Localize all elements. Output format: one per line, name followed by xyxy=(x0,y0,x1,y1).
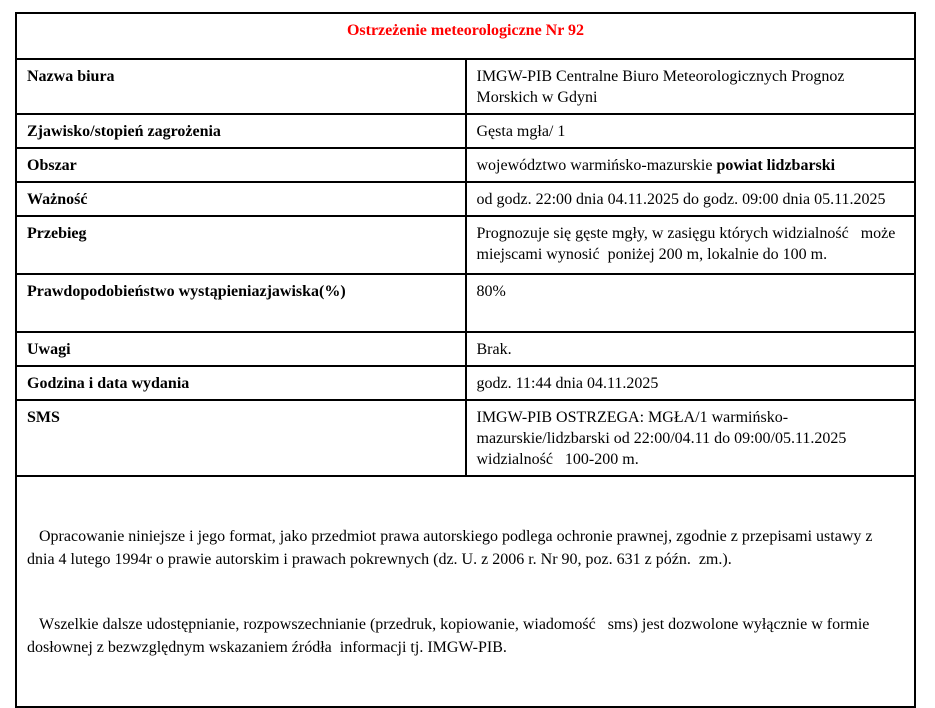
title-row xyxy=(16,13,915,59)
warning-table xyxy=(15,12,916,708)
row-label-nazwa-biura: Nazwa biura xyxy=(16,59,466,114)
row-value-sms: IMGW-PIB OSTRZEGA: MGŁA/1 warmińsko-mazurskie/lidzbarski od 22:00/04.11 do 09:00/05.11.2025 widzialność 100-200 m. xyxy=(466,400,916,476)
row-zjawisko xyxy=(16,114,915,148)
row-nazwa-biura xyxy=(16,59,915,114)
row-waznosc xyxy=(16,182,915,216)
row-value-prawdopodobienstwo: 80% xyxy=(466,274,916,332)
row-prawdopodobienstwo xyxy=(16,274,915,332)
row-label-sms: SMS xyxy=(16,400,466,476)
obszar-wojewodztwo-text: województwo warmińsko-mazurskie xyxy=(476,157,717,174)
row-value-godzina-wydania: godz. 11:44 dnia 04.11.2025 xyxy=(466,366,916,400)
footer-row xyxy=(16,476,915,707)
row-uwagi xyxy=(16,332,915,366)
row-label-godzina-wydania: Godzina i data wydania xyxy=(16,366,466,400)
row-obszar xyxy=(16,148,915,182)
copyright-paragraph-2: Wszelkie dalsze udostępnianie, rozpowszechnianie (przedruk, kopiowanie, wiadomość sms) jest dozwolone wyłącznie w formie dosłownej z bezwzględnym wskazaniem źródła informacji tj. IMGW-PIB. xyxy=(27,616,874,656)
page-title: Ostrzeżenie meteorologiczne Nr 92 xyxy=(16,13,915,59)
copyright-note xyxy=(16,476,915,707)
row-value-nazwa-biura: IMGW-PIB Centralne Biuro Meteorologicznych Prognoz Morskich w Gdyni xyxy=(466,59,916,114)
row-sms xyxy=(16,400,915,476)
row-label-zjawisko: Zjawisko/stopień zagrożenia xyxy=(16,114,466,148)
row-value-obszar xyxy=(466,148,916,182)
row-value-przebieg: Prognozuje się gęste mgły, w zasięgu których widzialność może miejscami wynosić poniżej 200 m, lokalnie do 100 m. xyxy=(466,216,916,274)
obszar-powiat-text: powiat lidzbarski xyxy=(716,157,836,174)
copyright-paragraph-1: Opracowanie niniejsze i jego format, jako przedmiot prawa autorskiego podlega ochronie prawnej, zgodnie z przepisami ustawy z dnia 4 lutego 1994r o prawie autorskim i prawach pokrewnych (dz. U. z 2006 r. Nr 90, poz. 631 z późn. zm.). xyxy=(27,528,877,568)
row-label-przebieg: Przebieg xyxy=(16,216,466,274)
row-godzina-wydania xyxy=(16,366,915,400)
row-przebieg xyxy=(16,216,915,274)
row-label-obszar: Obszar xyxy=(16,148,466,182)
row-label-uwagi: Uwagi xyxy=(16,332,466,366)
row-value-zjawisko: Gęsta mgła/ 1 xyxy=(466,114,916,148)
row-label-prawdopodobienstwo: Prawdopodobieństwo wystąpieniazjawiska(%) xyxy=(16,274,466,332)
row-label-waznosc: Ważność xyxy=(16,182,466,216)
row-value-uwagi: Brak. xyxy=(466,332,916,366)
row-value-waznosc: od godz. 22:00 dnia 04.11.2025 do godz. 09:00 dnia 05.11.2025 xyxy=(466,182,916,216)
meteo-warning-document xyxy=(15,12,916,708)
